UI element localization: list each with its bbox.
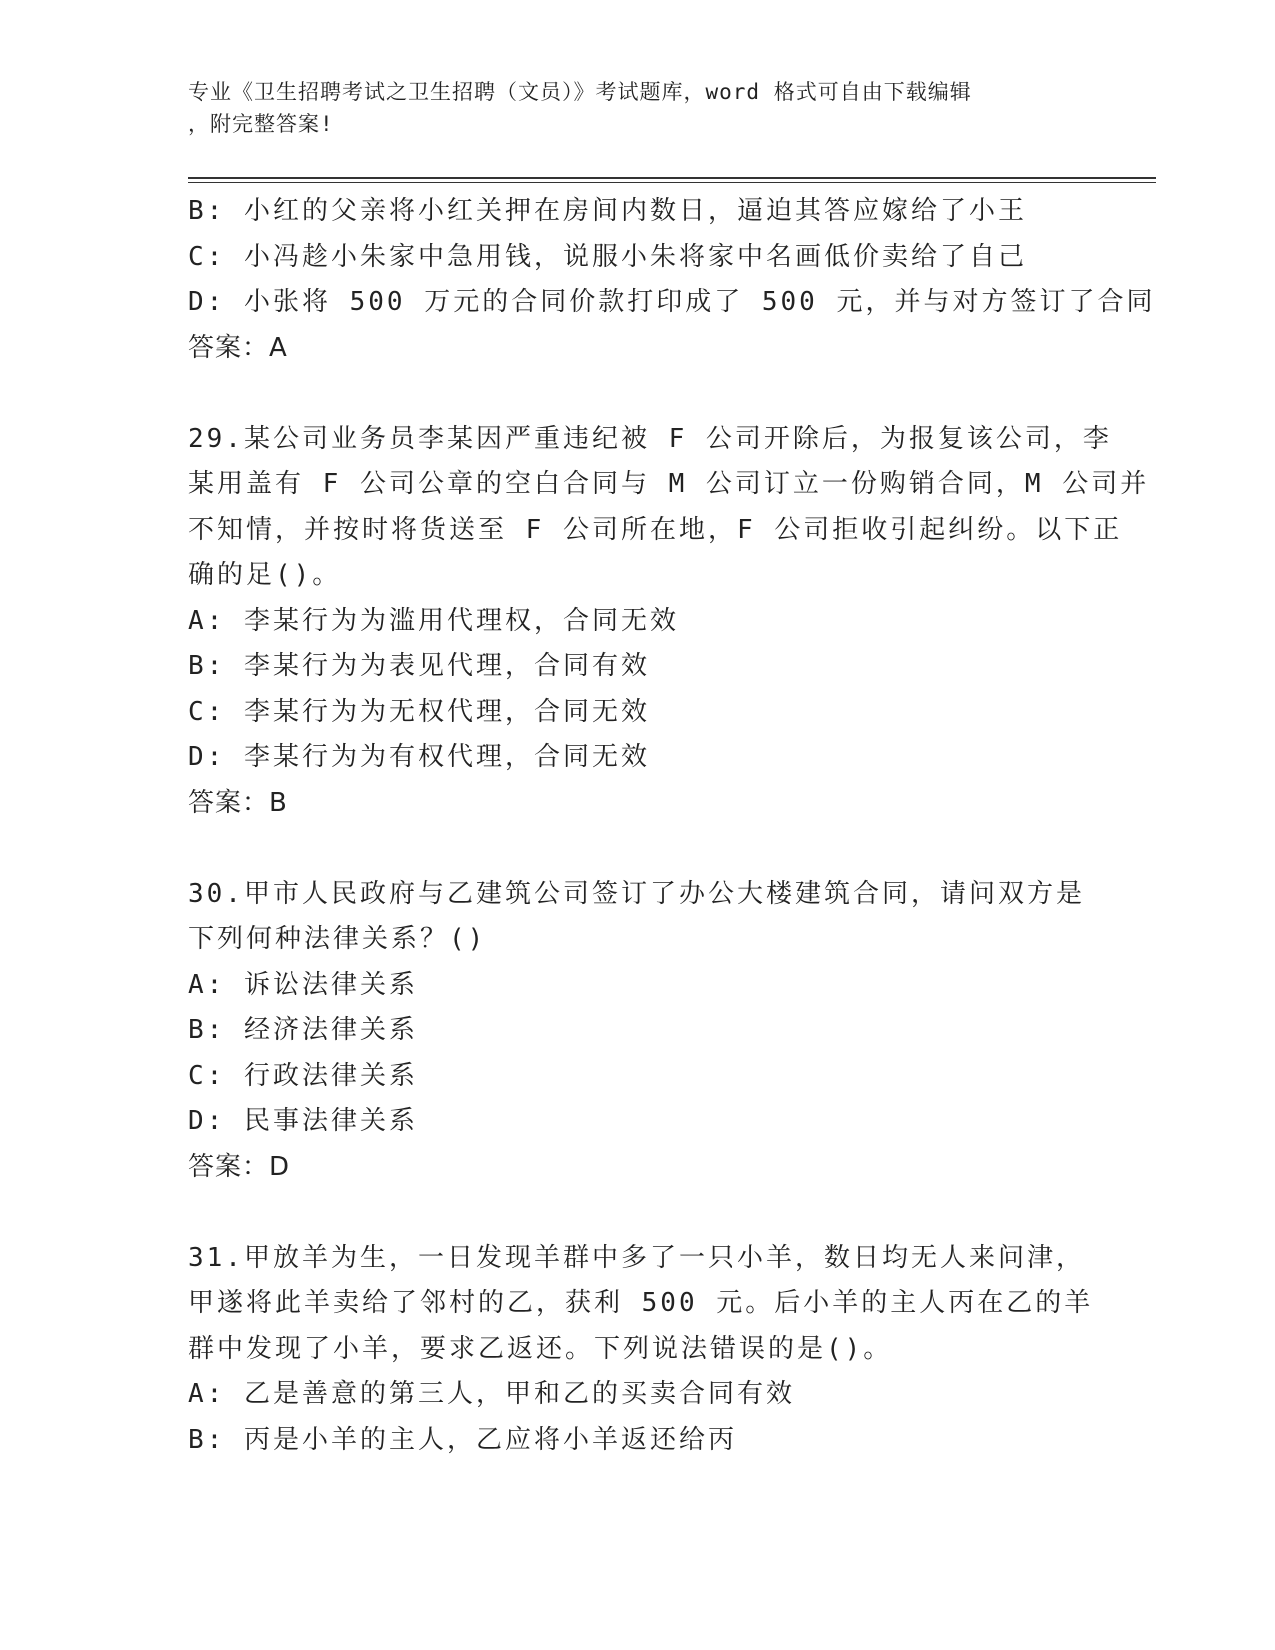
option-a: A: 诉讼法律关系 [188, 969, 418, 1000]
option-a: A: 乙是善意的第三人，甲和乙的买卖合同有效 [188, 1379, 795, 1409]
header-divider-thick [188, 177, 1156, 179]
option-c: C: 李某行为为无权代理，合同无效 [188, 696, 650, 727]
option-d: D: 小张将 500 万元的合同价款打印成了 500 元，并与对方签订了合同 [188, 287, 1156, 317]
question-stem: 29.某公司业务员李某因严重违纪被 F 公司开除后，为报复该公司，李 [188, 423, 1112, 454]
question-stem: 不知情，并按时将货送至 F 公司所在地，F 公司拒收引起纠纷。以下正 [188, 514, 1123, 545]
answer: 答案：A [188, 332, 288, 363]
header-line-2: ，附完整答案! [188, 112, 334, 136]
question-29 [188, 417, 1150, 827]
question-list [188, 189, 1156, 1463]
question-stem: 群中发现了小羊，要求乙返还。下列说法错误的是()。 [188, 1333, 893, 1364]
header-divider-thin [188, 182, 1156, 183]
option-b: B: 李某行为为表见代理，合同有效 [188, 651, 650, 681]
option-c: C: 行政法律关系 [188, 1060, 418, 1091]
header-line-1: 专业《卫生招聘考试之卫生招聘（文员）》考试题库，word 格式可自由下载编辑 [188, 80, 972, 104]
question-stem: 甲遂将此羊卖给了邻村的乙，获利 500 元。后小羊的主人丙在乙的羊 [188, 1288, 1094, 1318]
question-stem: 31.甲放羊为生，一日发现羊群中多了一只小羊，数日均无人来问津， [188, 1242, 1085, 1273]
question-28-tail [188, 189, 1156, 371]
question-30 [188, 872, 1088, 1191]
spacer [188, 1190, 1088, 1236]
question-stem: 30.甲市人民政府与乙建筑公司签订了办公大楼建筑合同，请问双方是 [188, 878, 1085, 909]
question-stem: 下列何种法律关系？() [188, 924, 487, 954]
question-stem: 确的足()。 [188, 560, 342, 590]
answer: 答案：B [188, 787, 288, 818]
question-stem: 某用盖有 F 公司公章的空白合同与 M 公司订立一份购销合同，M 公司并 [188, 469, 1150, 499]
spacer [188, 826, 1088, 872]
option-b: B: 小红的父亲将小红关押在房间内数日，逼迫其答应嫁给了小王 [188, 196, 1027, 226]
answer: 答案：D [188, 1151, 291, 1182]
option-c: C: 小冯趁小朱家中急用钱，说服小朱将家中名画低价卖给了自己 [188, 241, 1027, 272]
document-header [188, 76, 1068, 140]
option-d: D: 民事法律关系 [188, 1106, 418, 1136]
option-b: B: 经济法律关系 [188, 1015, 418, 1045]
question-31 [188, 1236, 1094, 1464]
option-d: D: 李某行为为有权代理，合同无效 [188, 742, 650, 772]
option-b: B: 丙是小羊的主人，乙应将小羊返还给丙 [188, 1424, 737, 1455]
spacer [188, 371, 1088, 417]
option-a: A: 李某行为为滥用代理权，合同无效 [188, 605, 679, 636]
